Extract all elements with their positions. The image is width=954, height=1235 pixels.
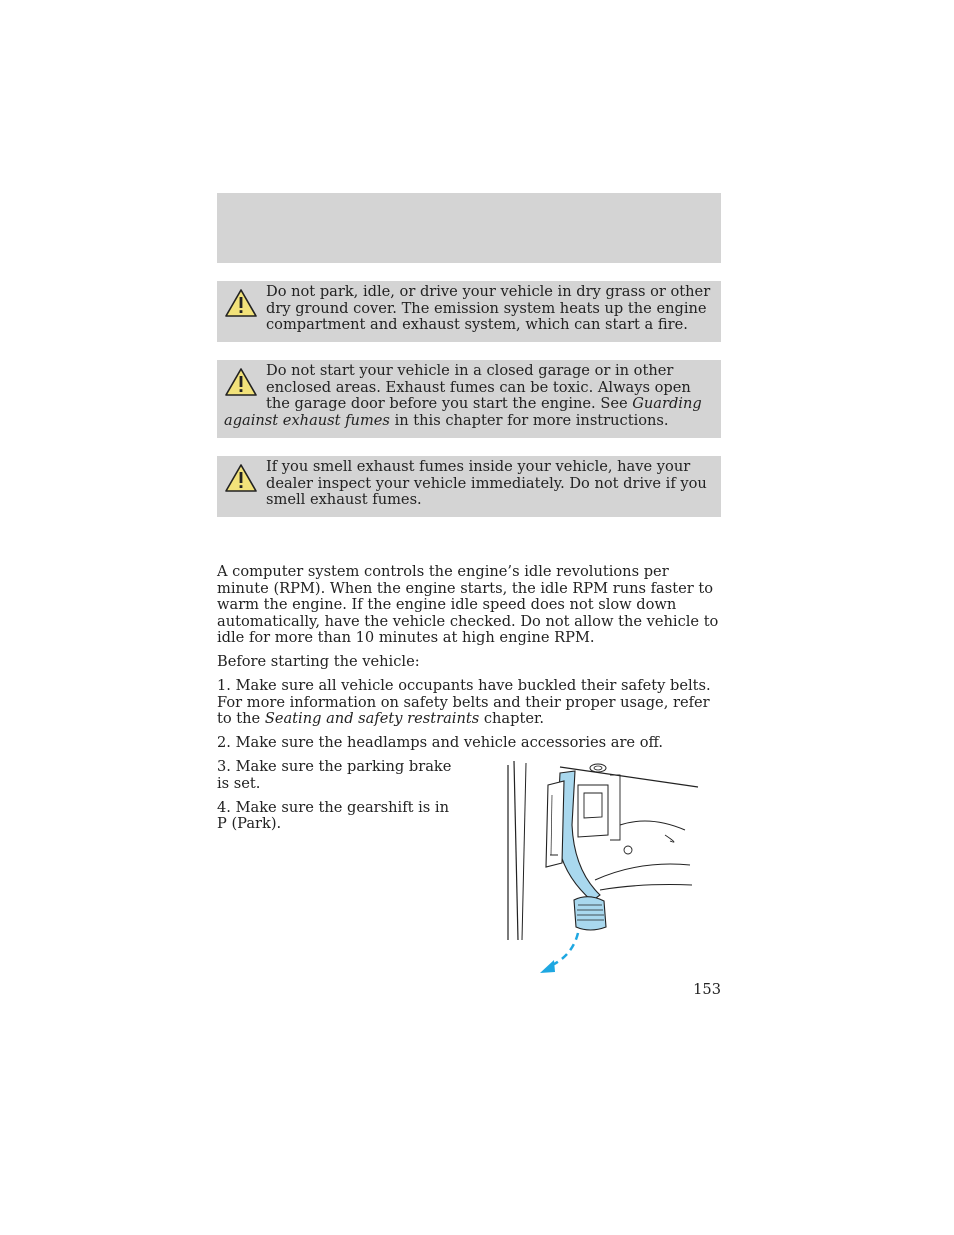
paragraph-idle-intro: A computer system controls the engine’s idle revolutions per minute (RPM). When the engine starts, the idle RPM runs faster to warm the engine. If the engine idle speed does not slow down automatically, have the vehicle checked. Do not allow the vehicle to idle for more than 10 minutes at high engine RPM. [217,563,719,646]
step-4: 4. Make sure the gearshift is in P (Park). [217,798,449,832]
page-number: 153 [693,981,721,998]
warning-box-dry-grass [217,281,721,342]
warning-triangle-icon [224,288,258,318]
warning-text: Do not start your vehicle in a closed garage or in other enclosed areas. Exhaust fumes can be toxic. Always open the garage door before you start the engine. See Guarding against exhaust fumes in this chapter for more instructions. [224,362,702,429]
step-3: 3. Make sure the parking brake is set. [217,758,452,792]
warning-triangle-icon [224,367,258,397]
header-band [217,193,721,263]
warning-text: Do not park, idle, or drive your vehicle in dry grass or other dry ground cover. The emission system heats up the engine compartment and exhaust system, which can start a fire. [266,283,711,333]
warning-box-smell-fumes [217,456,721,517]
warning-box-closed-garage [217,360,721,438]
step-2: 2. Make sure the headlamps and vehicle accessories are off. [217,734,663,751]
warning-triangle-icon [224,463,258,493]
cross-reference-exhaust-fumes: Guarding against exhaust fumes [224,395,702,429]
paragraph-before-starting: Before starting the vehicle: [217,653,420,670]
warning-text: If you smell exhaust fumes inside your vehicle, have your dealer inspect your vehicle immediately. Do not drive if you smell exhaust fumes. [266,458,707,508]
cross-reference-seating: Seating and safety restraints [264,710,480,727]
parking-brake-pedal-illustration [500,755,710,980]
step-1: 1. Make sure all vehicle occupants have buckled their safety belts. For more information on safety belts and their proper usage, refer to the Seating and safety restraints chapter. [217,677,711,727]
